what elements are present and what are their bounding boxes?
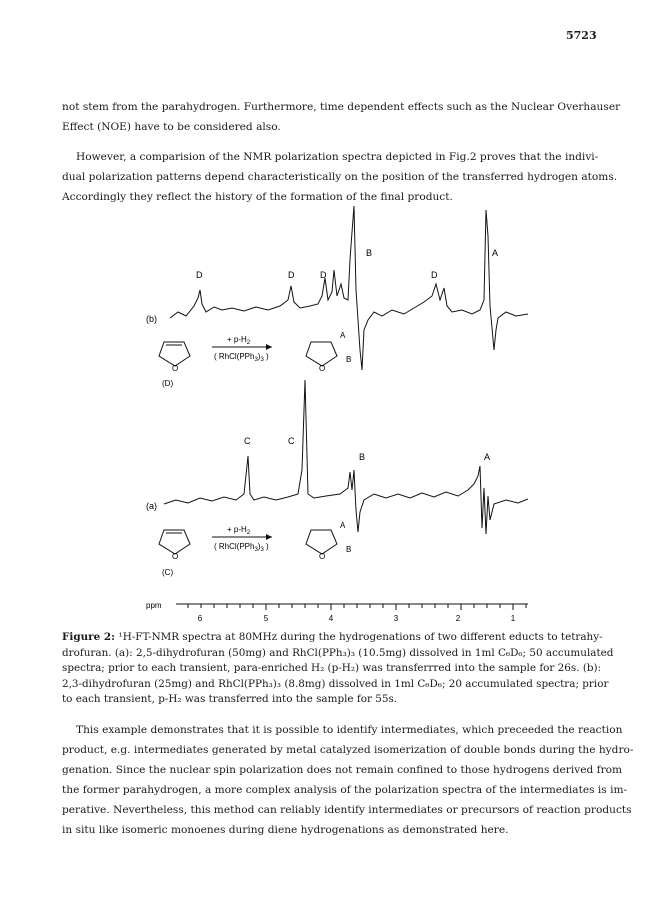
molecule-reactant-b bbox=[159, 342, 190, 366]
tick-label: 2 bbox=[455, 614, 461, 623]
catalyst-a bbox=[214, 542, 269, 553]
caption-line bbox=[62, 630, 618, 646]
catalyst-a-sub2: 3 bbox=[260, 547, 264, 553]
catalyst-b-end: ) bbox=[263, 352, 269, 361]
peak-label: B bbox=[366, 248, 373, 258]
reagent-a-sub: 2 bbox=[246, 530, 251, 536]
product-label-b-a: B bbox=[346, 545, 352, 554]
caption-line bbox=[62, 646, 618, 662]
peak-label: A bbox=[492, 248, 499, 258]
text-line: the former parahydrogen, a more complex analysis of the polarization spectra of the intermediates is im- bbox=[62, 784, 628, 796]
product-label-a-a: A bbox=[340, 521, 346, 530]
reagent-b-sub: 2 bbox=[246, 340, 251, 346]
caption-line bbox=[62, 661, 618, 677]
reactant-o-a: O bbox=[172, 552, 179, 561]
tick-label: 4 bbox=[328, 614, 334, 623]
peak-label: D bbox=[196, 270, 203, 280]
caption-text: spectra; prior to each transient, para-enriched H₂ (p-H₂) was transferrred into the sample for 26s. (b): bbox=[62, 662, 602, 674]
text-line: However, a comparision of the NMR polarization spectra depicted in Fig.2 proves that the indivi- bbox=[76, 151, 599, 163]
reagent-b bbox=[227, 335, 251, 346]
peak-label: D bbox=[288, 270, 295, 280]
catalyst-b-close: ) bbox=[257, 352, 261, 361]
catalyst-b-sub1: 3 bbox=[254, 357, 258, 363]
product-label-b-b: B bbox=[346, 355, 352, 364]
peak-label: C bbox=[288, 436, 295, 446]
peak-label: D bbox=[320, 270, 327, 280]
figure-caption bbox=[62, 630, 618, 708]
catalyst-a-sub1: 3 bbox=[254, 547, 258, 553]
product-o-a: O bbox=[319, 552, 326, 561]
spectrum-trace-b bbox=[170, 206, 528, 370]
caption-text: 2,3-dihydrofuran (25mg) and RhCl(PPh₃)₃ (8.8mg) dissolved in 1ml C₆D₆; 20 accumulated spectra; prior bbox=[62, 677, 609, 690]
tick-label: 3 bbox=[393, 614, 399, 623]
molecule-product-b bbox=[306, 342, 337, 366]
reagent-a-text: + p-H bbox=[227, 525, 247, 534]
text-line: Accordingly they reflect the history of the formation of the final product. bbox=[62, 191, 453, 203]
peak-label: D bbox=[431, 270, 438, 280]
catalyst-b bbox=[214, 352, 269, 363]
text-line: genation. Since the nuclear spin polarization does not remain confined to those hydrogens derived from bbox=[62, 764, 623, 776]
reactant-label-a: (C) bbox=[162, 568, 174, 577]
tick-label: 5 bbox=[263, 614, 269, 623]
text-line: not stem from the parahydrogen. Furthermore, time dependent effects such as the Nuclear Overhauser bbox=[62, 101, 621, 113]
peak-label: B bbox=[359, 452, 366, 462]
axis-ticks bbox=[188, 604, 526, 610]
product-o-b: O bbox=[319, 364, 326, 373]
text-line: This example demonstrates that it is possible to identify intermediates, which preceeded the reaction bbox=[76, 724, 623, 736]
spectrum-trace-a bbox=[164, 380, 528, 534]
peak-label: A bbox=[484, 452, 491, 462]
catalyst-a-end: ) bbox=[263, 542, 269, 551]
peak-label: C bbox=[244, 436, 251, 446]
catalyst-b-sub2: 3 bbox=[260, 357, 264, 363]
axis-tick-labels bbox=[198, 614, 516, 623]
caption-bold: Figure 2: bbox=[62, 631, 119, 643]
molecule-product-a bbox=[306, 530, 337, 554]
tick-label: 6 bbox=[197, 614, 203, 623]
product-label-a-b: A bbox=[340, 331, 346, 340]
panel-label-a: (a) bbox=[146, 501, 157, 511]
catalyst-b-text: ( RhCl(PPh bbox=[214, 352, 255, 361]
molecule-reactant-a bbox=[159, 530, 190, 554]
text-line: in situ like isomeric monoenes during diene hydrogenations as demonstrated here. bbox=[62, 824, 509, 836]
caption-text: drofuran. (a): 2,5-dihydrofuran (50mg) and RhCl(PPh₃)₃ (10.5mg) dissolved in 1ml C₆D₆; 50 accumulated bbox=[62, 646, 614, 659]
reagent-a bbox=[227, 525, 251, 536]
caption-line bbox=[62, 692, 618, 708]
caption-text: ¹H-FT-NMR spectra at 80MHz during the hydrogenations of two different educts to tetrahy- bbox=[118, 631, 603, 643]
catalyst-a-close: ) bbox=[257, 542, 261, 551]
caption-line bbox=[62, 677, 618, 693]
axis-unit: ppm bbox=[146, 601, 162, 610]
page-number: 5723 bbox=[566, 29, 597, 42]
reagent-b-text: + p-H bbox=[227, 335, 247, 344]
text-line: perative. Nevertheless, this method can reliably identify intermediates or precursors of reaction products bbox=[62, 804, 632, 816]
text-line: dual polarization patterns depend characteristically on the position of the transferred hydrogen atoms. bbox=[62, 171, 618, 183]
text-line: Effect (NOE) have to be considered also. bbox=[62, 121, 281, 133]
caption-text: to each transient, p-H₂ was transferred into the sample for 55s. bbox=[62, 693, 398, 705]
paragraph-3 bbox=[62, 720, 634, 840]
text-line: product, e.g. intermediates generated by metal catalyzed isomerization of double bonds during the hydro- bbox=[62, 744, 634, 756]
tick-label: 1 bbox=[510, 614, 516, 623]
reactant-o-b: O bbox=[172, 364, 179, 373]
reactant-label-b: (D) bbox=[162, 379, 174, 388]
panel-label-b: (b) bbox=[146, 314, 157, 324]
catalyst-a-text: ( RhCl(PPh bbox=[214, 542, 255, 551]
